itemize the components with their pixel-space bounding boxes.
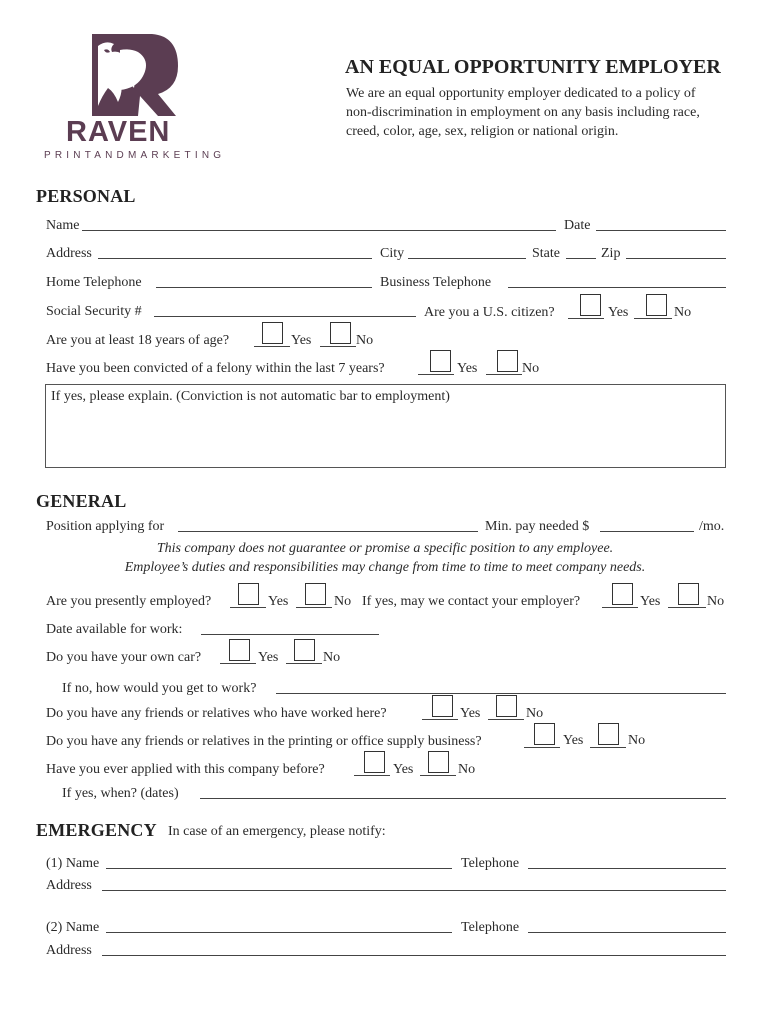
printing-yes-checkbox[interactable]: [534, 723, 555, 745]
min-pay-field[interactable]: [600, 531, 694, 532]
per-month-label: /mo.: [699, 519, 725, 534]
emergency-telephone-2-label: Telephone: [461, 920, 520, 935]
felony-yes-checkbox[interactable]: [430, 350, 451, 372]
car-yes-label: Yes: [258, 650, 279, 665]
min-pay-label: Min. pay needed $: [485, 519, 590, 534]
contact-no-label: No: [707, 594, 725, 609]
citizen-question: Are you a U.S. citizen?: [424, 305, 555, 320]
applied-no-checkbox[interactable]: [428, 751, 449, 773]
duties-note: Employee’s duties and responsibilities may change from time to time to meet company needs.: [124, 560, 646, 575]
emergency-name-2-field[interactable]: [106, 932, 452, 933]
emergency-name-2-label: (2) Name: [46, 920, 100, 935]
citizen-no-checkbox[interactable]: [646, 294, 667, 316]
no-car-field[interactable]: [276, 693, 726, 694]
employed-yes-checkbox[interactable]: [238, 583, 259, 605]
emergency-telephone-1-label: Telephone: [461, 856, 520, 871]
business-telephone-label: Business Telephone: [380, 275, 492, 290]
car-no-label: No: [323, 650, 341, 665]
emergency-subtitle: In case of an emergency, please notify:: [168, 824, 386, 839]
contact-employer-question: If yes, may we contact your employer?: [362, 594, 581, 609]
printing-yes-label: Yes: [563, 733, 584, 748]
home-telephone-label: Home Telephone: [46, 275, 142, 290]
emergency-address-2-label: Address: [46, 943, 92, 958]
employed-question: Are you presently employed?: [46, 594, 212, 609]
citizen-yes-line: [568, 318, 604, 319]
friends-yes-checkbox[interactable]: [432, 695, 453, 717]
car-yes-line: [220, 663, 256, 664]
employed-no-line: [296, 607, 332, 608]
ssn-label: Social Security #: [46, 304, 142, 319]
emergency-telephone-1-field[interactable]: [528, 868, 726, 869]
policy-line-3: creed, color, age, sex, religion or national origin.: [346, 124, 619, 139]
emergency-name-1-label: (1) Name: [46, 856, 100, 871]
applied-yes-checkbox[interactable]: [364, 751, 385, 773]
printing-no-checkbox[interactable]: [598, 723, 619, 745]
contact-no-checkbox[interactable]: [678, 583, 699, 605]
employed-no-checkbox[interactable]: [305, 583, 326, 605]
home-telephone-field[interactable]: [156, 287, 372, 288]
city-field[interactable]: [408, 258, 526, 259]
emergency-name-1-field[interactable]: [106, 868, 452, 869]
citizen-no-label: No: [674, 305, 692, 320]
section-emergency: EMERGENCY: [36, 820, 157, 840]
car-question: Do you have your own car?: [46, 650, 202, 665]
friends-no-label: No: [526, 706, 544, 721]
friends-yes-label: Yes: [460, 706, 481, 721]
emergency-address-1-field[interactable]: [102, 890, 726, 891]
section-personal: PERSONAL: [36, 186, 136, 206]
citizen-yes-checkbox[interactable]: [580, 294, 601, 316]
brand-tagline: PRINTANDMARKETING: [44, 150, 226, 161]
zip-field[interactable]: [626, 258, 726, 259]
age-no-checkbox[interactable]: [330, 322, 351, 344]
ssn-field[interactable]: [154, 316, 416, 317]
age-question: Are you at least 18 years of age?: [46, 333, 230, 348]
policy-line-1: We are an equal opportunity employer dedicated to a policy of: [346, 86, 696, 101]
age-no-line: [320, 346, 356, 347]
felony-question: Have you been convicted of a felony within the last 7 years?: [46, 361, 385, 376]
age-yes-line: [254, 346, 290, 347]
printing-no-label: No: [628, 733, 646, 748]
felony-explanation-label: If yes, please explain. (Conviction is not automatic bar to employment): [51, 389, 450, 404]
applied-before-question: Have you ever applied with this company before?: [46, 762, 325, 777]
felony-yes-line: [418, 374, 454, 375]
car-no-line: [286, 663, 322, 664]
guarantee-note: This company does not guarantee or promise a specific position to any employee.: [156, 541, 614, 556]
felony-no-checkbox[interactable]: [497, 350, 518, 372]
applied-no-line: [420, 775, 456, 776]
emergency-address-1-label: Address: [46, 878, 92, 893]
address-label: Address: [46, 246, 92, 261]
employed-yes-label: Yes: [268, 594, 289, 609]
friends-yes-line: [422, 719, 458, 720]
zip-label: Zip: [601, 246, 621, 261]
contact-yes-line: [602, 607, 638, 608]
applied-yes-line: [354, 775, 390, 776]
friends-no-checkbox[interactable]: [496, 695, 517, 717]
name-field[interactable]: [82, 230, 556, 231]
date-available-field[interactable]: [201, 634, 379, 635]
emergency-address-2-field[interactable]: [102, 955, 726, 956]
friends-question: Do you have any friends or relatives who have worked here?: [46, 706, 387, 721]
state-label: State: [532, 246, 560, 261]
friends-no-line: [488, 719, 524, 720]
contact-no-line: [668, 607, 706, 608]
business-telephone-field[interactable]: [508, 287, 726, 288]
raven-logo: [40, 30, 226, 170]
emergency-telephone-2-field[interactable]: [528, 932, 726, 933]
applied-when-field[interactable]: [200, 798, 726, 799]
brand-name: RAVEN: [66, 116, 171, 148]
felony-no-label: No: [522, 361, 540, 376]
position-field[interactable]: [178, 531, 478, 532]
citizen-no-line: [634, 318, 672, 319]
city-label: City: [380, 246, 405, 261]
applied-when-label: If yes, when? (dates): [62, 786, 179, 801]
age-yes-label: Yes: [291, 333, 312, 348]
policy-line-2: non-discrimination in employment on any basis including race,: [346, 105, 700, 120]
car-yes-checkbox[interactable]: [229, 639, 250, 661]
contact-yes-checkbox[interactable]: [612, 583, 633, 605]
felony-yes-label: Yes: [457, 361, 478, 376]
applied-yes-label: Yes: [393, 762, 414, 777]
applied-no-label: No: [458, 762, 476, 777]
raven-bird-icon: [40, 30, 220, 120]
address-field[interactable]: [98, 258, 372, 259]
date-label: Date: [564, 218, 591, 233]
date-field[interactable]: [596, 230, 726, 231]
state-field[interactable]: [566, 258, 596, 259]
position-label: Position applying for: [46, 519, 165, 534]
name-label: Name: [46, 218, 80, 233]
printing-yes-line: [524, 747, 560, 748]
no-car-question: If no, how would you get to work?: [62, 681, 257, 696]
contact-yes-label: Yes: [640, 594, 661, 609]
age-no-label: No: [356, 333, 374, 348]
printing-no-line: [590, 747, 626, 748]
car-no-checkbox[interactable]: [294, 639, 315, 661]
employed-no-label: No: [334, 594, 352, 609]
felony-explanation-box[interactable]: [45, 384, 726, 468]
printing-question: Do you have any friends or relatives in the printing or office supply business?: [46, 734, 482, 749]
felony-no-line: [486, 374, 522, 375]
employed-yes-line: [230, 607, 266, 608]
citizen-yes-label: Yes: [608, 305, 629, 320]
page-title: AN EQUAL OPPORTUNITY EMPLOYER: [345, 56, 721, 78]
section-general: GENERAL: [36, 491, 127, 511]
age-yes-checkbox[interactable]: [262, 322, 283, 344]
date-available-label: Date available for work:: [46, 622, 183, 637]
